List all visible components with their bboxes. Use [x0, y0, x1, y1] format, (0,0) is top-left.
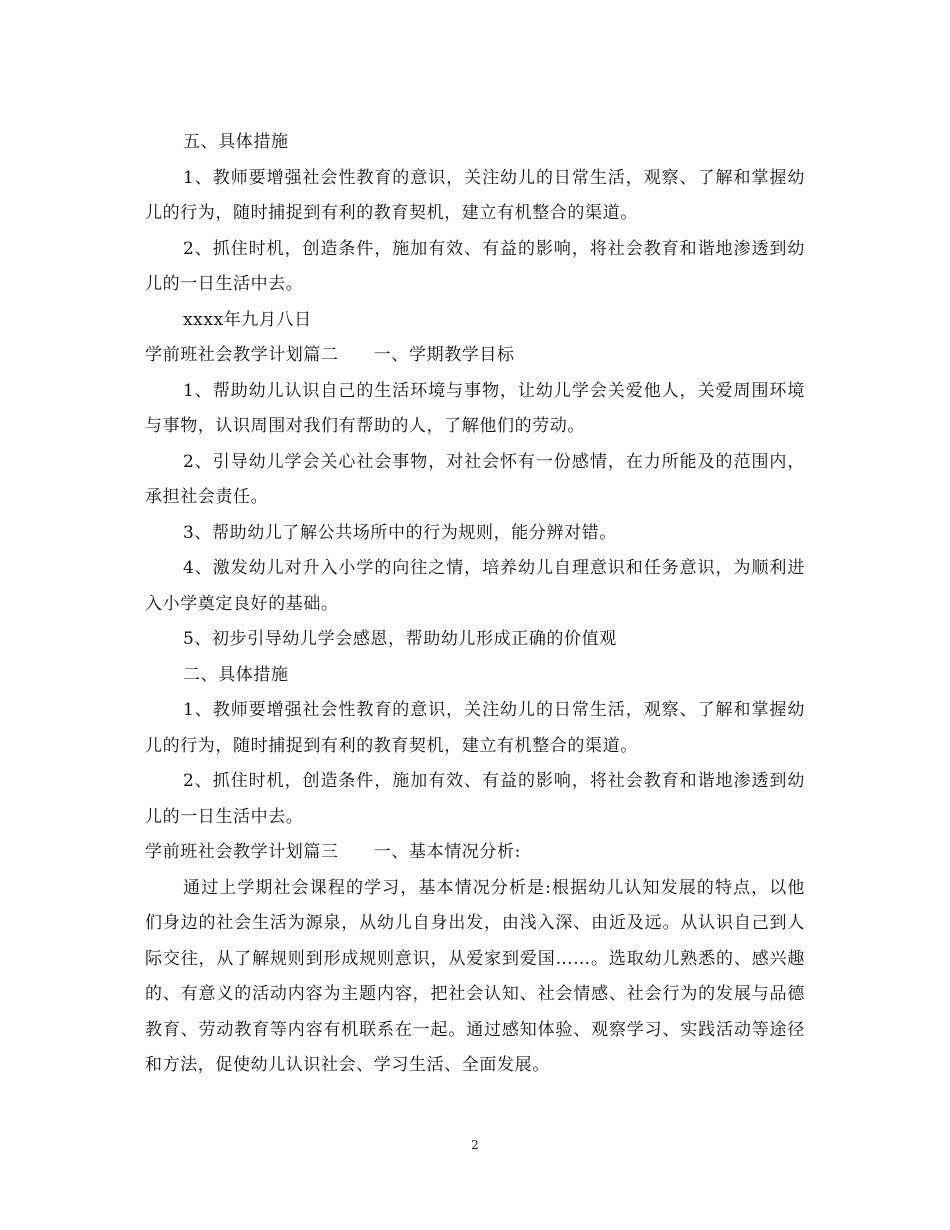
paragraph: 2、抓住时机，创造条件，施加有效、有益的影响，将社会教育和谐地渗透到幼儿的一日生活中去。 [145, 238, 805, 294]
paragraph: 5、初步引导幼儿学会感恩，帮助幼儿形成正确的价值观 [183, 629, 617, 649]
section-title: 学前班社会教学计划篇二 一、学期教学目标 [145, 345, 515, 365]
section-heading: 二、具体措施 [183, 664, 289, 685]
paragraph: 通过上学期社会课程的学习，基本情况分析是:根据幼儿认知发展的特点，以他们身边的社会生活为源泉，从幼儿自身出发，由浅入深、由近及远。从认识自己到人际交往，从了解规则到形成规则意识，从爱家到爱国……。选取幼儿熟悉的、感兴趣的、有意义的活动内容为主题内容，把社会认知、社会情感、社会行为的发展与品德教育、劳动教育等内容有机联系在一起。通过感知体验、观察学习、实践活动等途径和方法，促使幼儿认识社会、学习生活、全面发展。 [145, 877, 805, 1075]
section-heading: 五、具体措施 [183, 132, 289, 152]
paragraph: 3、帮助幼儿了解公共场所中的行为规则，能分辨对错。 [183, 522, 617, 543]
date-line: xxxx年九月八日 [183, 309, 312, 330]
document-body [145, 125, 805, 1084]
paragraph: 1、教师要增强社会性教育的意识，关注幼儿的日常生活，观察、了解和掌握幼儿的行为，随时捕捉到有利的教育契机，建立有机整合的渠道。 [145, 167, 805, 223]
paragraph: 4、激发幼儿对升入小学的向往之情，培养幼儿自理意识和任务意识，为顺利进入小学奠定良好的基础。 [145, 558, 805, 614]
paragraph: 2、抓住时机，创造条件，施加有效、有益的影响，将社会教育和谐地渗透到幼儿的一日生活中去。 [145, 771, 805, 827]
paragraph: 2、引导幼儿学会关心社会事物，对社会怀有一份感情，在力所能及的范围内，承担社会责任。 [145, 451, 805, 507]
section-title: 学前班社会教学计划篇三 一、基本情况分析: [145, 842, 521, 862]
paragraph: 1、帮助幼儿认识自己的生活环境与事物，让幼儿学会关爱他人，关爱周围环境与事物，认识周围对我们有帮助的人，了解他们的劳动。 [145, 380, 805, 436]
page-number: 2 [471, 1138, 479, 1152]
paragraph: 1、教师要增强社会性教育的意识，关注幼儿的日常生活，观察、了解和掌握幼儿的行为，随时捕捉到有利的教育契机，建立有机整合的渠道。 [145, 700, 805, 756]
